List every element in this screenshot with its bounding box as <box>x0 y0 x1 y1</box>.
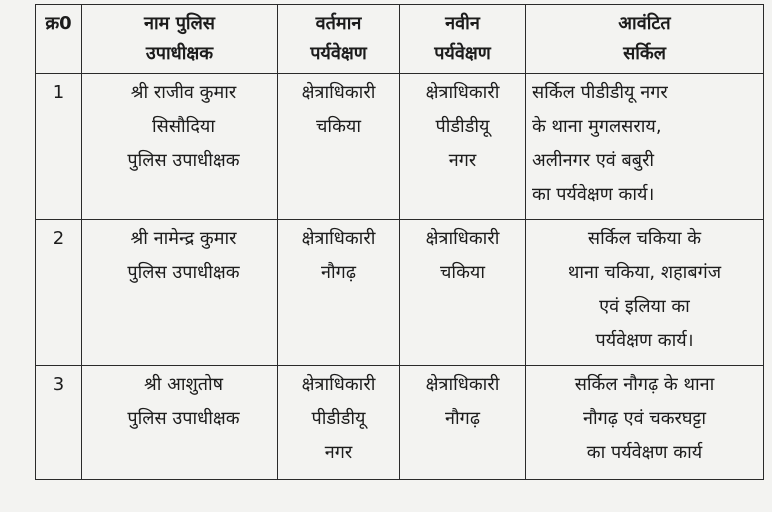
officer-assignment-table <box>35 4 764 480</box>
table-row <box>36 220 764 366</box>
cell-current-supervision: क्षेत्राधिकारी पीडीडीयू नगर <box>278 366 400 480</box>
header-serial: क्र0 <box>36 5 82 74</box>
cell-new-supervision: क्षेत्राधिकारी पीडीडीयू नगर <box>400 74 526 220</box>
cell-new-supervision: क्षेत्राधिकारी चकिया <box>400 220 526 366</box>
cell-officer-name: श्री आशुतोष पुलिस उपाधीक्षक <box>82 366 278 480</box>
cell-current-supervision: क्षेत्राधिकारी नौगढ़ <box>278 220 400 366</box>
cell-serial: 3 <box>36 366 82 480</box>
cell-allotted-circle: सर्किल चकिया के थाना चकिया, शहाबगंज एवं इलिया का पर्यवेक्षण कार्य। <box>526 220 764 366</box>
table-row <box>36 74 764 220</box>
cell-allotted-circle: सर्किल पीडीडीयू नगर के थाना मुगलसराय, अलीनगर एवं बबुरी का पर्यवेक्षण कार्य। <box>526 74 764 220</box>
cell-serial: 2 <box>36 220 82 366</box>
header-current-supervision: वर्तमान पर्यवेक्षण <box>278 5 400 74</box>
header-new-supervision: नवीन पर्यवेक्षण <box>400 5 526 74</box>
cell-current-supervision: क्षेत्राधिकारी चकिया <box>278 74 400 220</box>
table-header-row <box>36 5 764 74</box>
cell-officer-name: श्री राजीव कुमार सिसौदिया पुलिस उपाधीक्षक <box>82 74 278 220</box>
header-allotted-circle: आवंटित सर्किल <box>526 5 764 74</box>
cell-new-supervision: क्षेत्राधिकारी नौगढ़ <box>400 366 526 480</box>
cell-allotted-circle: सर्किल नौगढ़ के थाना नौगढ़ एवं चकरघट्टा का पर्यवेक्षण कार्य <box>526 366 764 480</box>
table-row <box>36 366 764 480</box>
cell-serial: 1 <box>36 74 82 220</box>
cell-officer-name: श्री नामेन्द्र कुमार पुलिस उपाधीक्षक <box>82 220 278 366</box>
header-name: नाम पुलिस उपाधीक्षक <box>82 5 278 74</box>
